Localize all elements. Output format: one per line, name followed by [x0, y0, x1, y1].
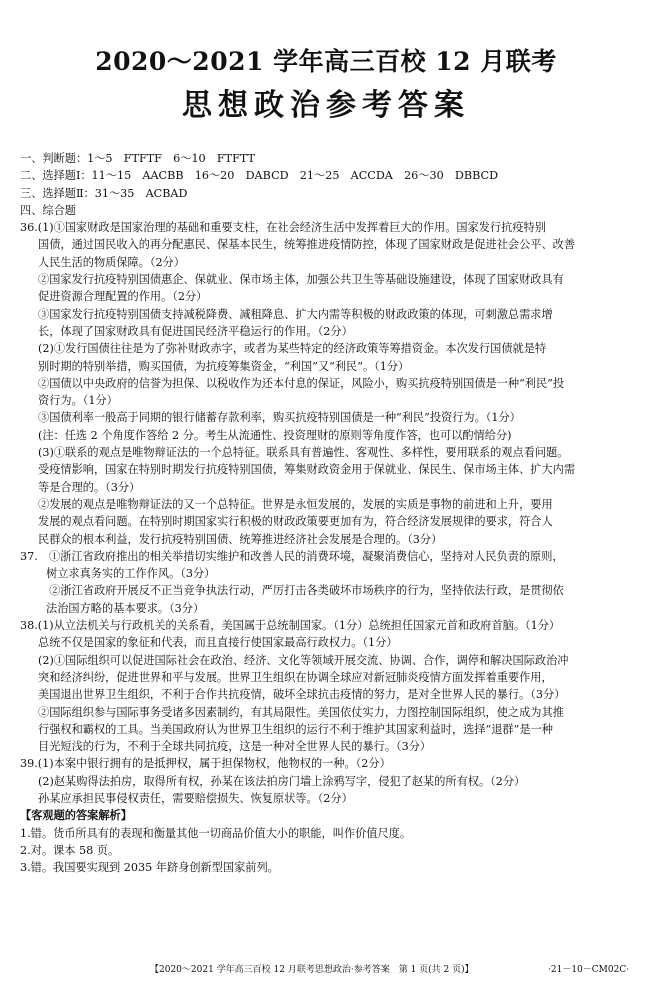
- answer-line: 四、综合题: [20, 203, 76, 217]
- answer-line: 人民生活的物质保障。（2分）: [38, 255, 185, 269]
- answer-line: 树立求真务实的工作作风。（3分）: [46, 567, 216, 581]
- answer-line: ②国债以中央政府的信誉为担保、以税收作为还本付息的保证，风险小，购买抗疫特别国债是一种“利民”投: [38, 376, 565, 390]
- answer-line: ②浙江省政府开展反不正当竞争执法行动，严厉打击各类破坏市场秩序的行为，坚持依法行政，是贯彻依: [38, 584, 564, 598]
- answer-line: ②国家发行抗疫特别国债惠企、保就业、保市场主体，加强公共卫生等基础设施建设，体现了国家财政具有: [38, 273, 564, 287]
- answer-line: 受疫情影响，国家在特别时期发行抗疫特别国债，筹集财政资金用于保就业、保民生、保市场主体、扩大内需: [38, 463, 576, 477]
- answer-line: 37. ①浙江省政府推出的相关举措切实维护和改善人民的消费环境，凝聚消费信心，坚持对人民负责的原则，: [20, 549, 564, 563]
- answer-line: 38.(1)从立法机关与行政机关的关系看，美国属于总统制国家。（1分）总统担任国家元首和政府首脑。（1分）: [20, 619, 561, 633]
- answer-line: 36.(1)①国家财政是国家治理的基础和重要支柱，在社会经济生活中发挥着巨大的作用。国家发行抗疫特别: [20, 221, 546, 235]
- answer-line: 突和经济纠纷，促进世界和平与发展。世界卫生组织在协调全球应对新冠肺炎疫情方面发挥着重要作用，: [38, 670, 553, 684]
- answer-line: 民群众的根本利益，发行抗疫特别国债、统筹推进经济社会发展是合理的。（3分）: [38, 532, 443, 546]
- answer-line: (2)赵某购得法拍房，取得所有权，孙某在该法拍房门墙上涂鸦写字，侵犯了赵某的所有权。（2分）: [38, 774, 526, 788]
- document-subtitle: 思想政治参考答案: [182, 88, 470, 123]
- answer-line: 2.对。课本 58 页。: [20, 843, 120, 857]
- answer-line: 长，体现了国家财政具有促进国民经济平稳运行的作用。（2分）: [38, 324, 353, 338]
- answer-line: 孙某应承担民事侵权责任，需要赔偿损失、恢复原状等。（2分）: [38, 791, 353, 805]
- answer-line: 目光短浅的行为，不利于全球共同抗疫，这是一种对全世界人民的暴行。（3分）: [38, 740, 432, 754]
- answer-line: ③国债利率一般高于同期的银行储蓄存款利率，购买抗疫特别国债是一种“利民”投资行为。（1分）: [38, 411, 521, 425]
- answer-line: 39.(1)本案中银行拥有的是抵押权，属于担保物权，他物权的一种。（2分）: [20, 757, 391, 771]
- answer-line: 发展的观点看问题。在特别时期国家实行积极的财政政策要更加有为，符合经济发展规律的要求，符合人: [38, 515, 553, 529]
- answer-line: ③国家发行抗疫特别国债支持减税降费、减租降息、扩大内需等积极的财政政策的体现，可刺激总需求增: [38, 307, 553, 321]
- answer-content: [20, 150, 638, 876]
- answer-line: 1.错。货币所具有的表现和衡量其他一切商品价值大小的职能，叫作价值尺度。: [20, 826, 412, 840]
- answer-line: 别时期的特别举措，购买国债，为抗疫筹集资金，“利国”又“利民”。（1分）: [38, 359, 410, 373]
- answer-line: 三、选择题Ⅱ：31～35 ACBAD: [20, 186, 188, 200]
- answer-line: 二、选择题Ⅰ：11～15 AACBB 16～20 DABCD 21～25 ACCDA 26～30 DBBCD: [20, 169, 499, 183]
- answer-line: (注：任选 2 个角度作答给 2 分。考生从流通性、投资理财的原则等角度作答，也可以酌情给分): [38, 428, 512, 442]
- footer-page-info: 【2020～2021 学年高三百校 12 月联考思想政治·参考答案 第 1 页(共 2 页)】: [150, 965, 474, 975]
- answer-line: 国债，通过国民收入的再分配惠民、保基本民生，统筹推进疫情防控，体现了国家财政是促进社会公平、改善: [38, 238, 576, 252]
- answer-line: 一、判断题：1～5 FTFTF 6～10 FTFTT: [20, 152, 255, 165]
- answer-line: 3.错。我国要实现到 2035 年跻身创新型国家前列。: [20, 861, 279, 875]
- answer-line: ②国际组织参与国际事务受诸多因素制约，有其局限性。美国依仗实力，力图控制国际组织，使之成为其推: [38, 705, 564, 719]
- answer-line: 等是合理的。（3分）: [38, 480, 141, 494]
- exam-title: 2020～2021 学年高三百校 12 月联考: [95, 47, 557, 76]
- answer-line: (2)①发行国债往往是为了弥补财政赤字，或者为某些特定的经济政策等筹措资金。本次发行国债就是特: [38, 342, 547, 356]
- answer-line: 总统不仅是国家的象征和代表，而且直接行使国家最高行政权力。（1分）: [38, 636, 398, 650]
- answer-line: 资行为。（1分）: [38, 394, 118, 408]
- answer-line: 【客观题的答案解析】: [20, 808, 132, 823]
- answer-line: (2)①国际组织可以促进国际社会在政治、经济、文化等领域开展交流、协调、合作，调停和解决国际政治冲: [38, 653, 569, 667]
- answer-line: ②发展的观点是唯物辩证法的又一个总特征。世界是永恒发展的，发展的实质是事物的前进和上升，要用: [38, 497, 553, 511]
- answer-line: 法治国方略的基本要求。（3分）: [46, 601, 205, 615]
- answer-line: 行强权和霸权的工具。当美国政府认为世界卫生组织的运行不利于维护其国家利益时，选择“退群”是一种: [38, 722, 553, 736]
- answer-line: 美国退出世界卫生组织，不利于合作共抗疫情，破坏全球抗击疫情的努力，是对全世界人民的暴行。（3分）: [38, 688, 566, 702]
- answer-line: (3)①联系的观点是唯物辩证法的一个总特征。联系具有普遍性、客观性、多样性，要用联系的观点看问题。: [38, 446, 569, 460]
- answer-line: 促进资源合理配置的作用。（2分）: [38, 290, 208, 304]
- footer-code: ·21－10－CM02C·: [548, 965, 630, 975]
